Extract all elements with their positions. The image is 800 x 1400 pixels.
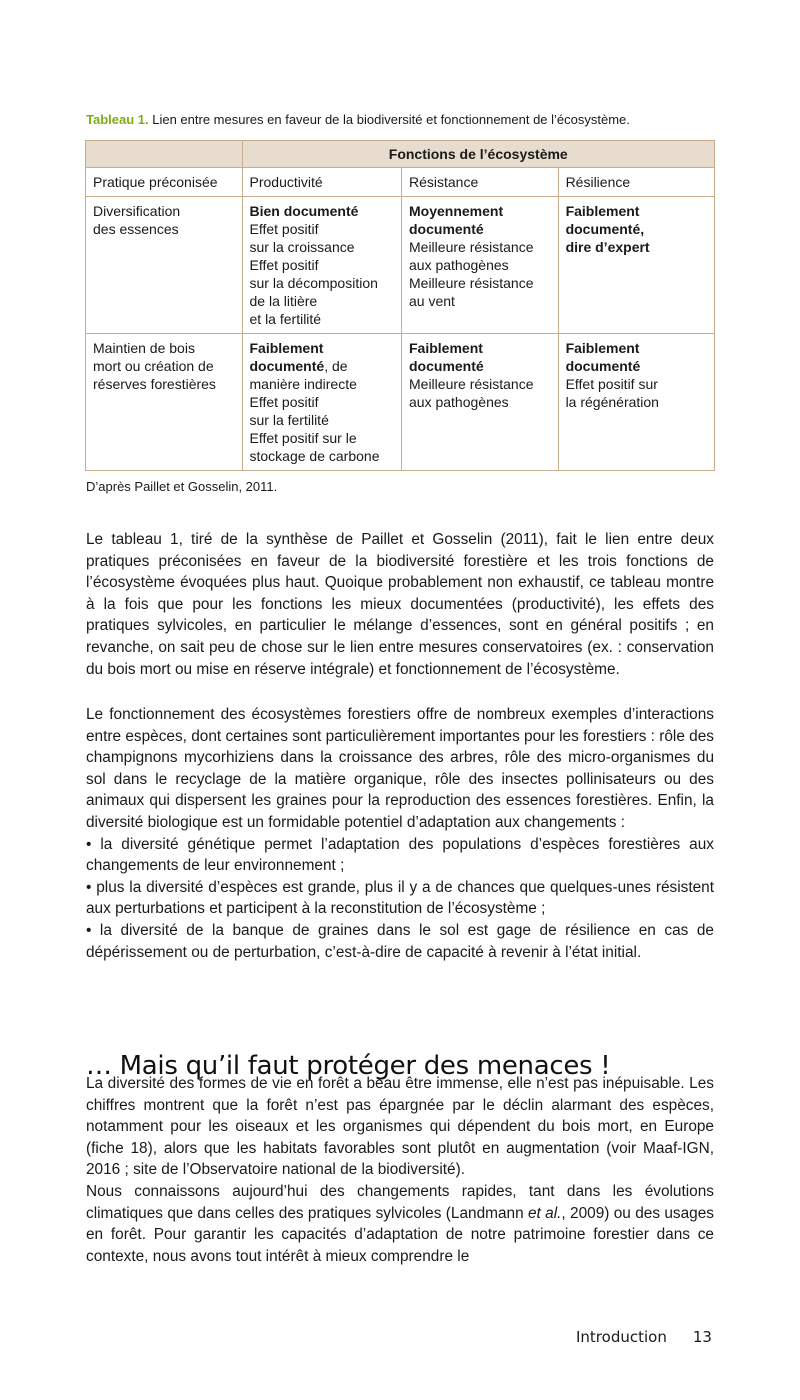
paragraph-text: Le fonctionnement des écosystèmes forestiers offre de nombreux exemples d’interactions entre espèces, dont certaines sont particulièrement importantes pour les forestiers : rôle des champignons mycorhiziens dans la croissance des arbres, rôle des micro-organismes du sol dans le recyclage de la matière organique, rôle des insectes pollinisateurs ou des animaux qui dispersent les graines pour la reproduction des essences forestières. Enfin, la diversité biologique est un formidable potentiel d’adaptation aux changements :	[86, 706, 714, 831]
paragraph-2	[86, 704, 714, 963]
biodiversity-table	[85, 140, 715, 471]
table-group-header-row	[86, 141, 715, 168]
cell-resilience	[558, 197, 714, 334]
cell-rating: documenté	[409, 221, 484, 237]
cell-text: aux pathogènes	[409, 394, 509, 410]
page-number: 13	[692, 1328, 712, 1346]
cell-rating-suffix: , de	[324, 358, 348, 374]
column-header-resilience: Résilience	[558, 168, 714, 197]
cell-text: Effet positif	[249, 257, 319, 273]
table-column-header-row	[86, 168, 715, 197]
table-row	[86, 334, 715, 471]
cell-rating: Bien documenté	[249, 203, 359, 219]
cell-practice	[86, 334, 243, 471]
cell-text: Meilleure résistance	[409, 376, 534, 392]
bullet-item: • la diversité de la banque de graines dans le sol est gage de résilience en cas de dépérissement ou de perturbation, c’est-à-dire de capacité à revenir à l’état initial.	[86, 921, 714, 961]
cell-text: sur la décomposition	[249, 275, 378, 291]
cell-rating: Moyennement	[409, 203, 504, 219]
cell-text: de la litière	[249, 293, 318, 309]
cell-rating: dire d’expert	[565, 239, 650, 255]
cell-productivite	[242, 197, 402, 334]
cell-rating: documenté	[565, 358, 641, 374]
bullet-item: • la diversité génétique permet l’adaptation des populations d’espèces forestières aux changements de leur environnement ;	[86, 835, 714, 875]
cell-text: Maintien de bois	[93, 340, 195, 356]
table-caption-label: Tableau 1.	[86, 112, 149, 127]
cell-text: sur la fertilité	[249, 412, 329, 428]
paragraph-text-part: Nous connaissons aujourd’hui des changements rapides, tant dans les évolutions climatiques que dans celles des pratiques sylvicoles (Landmann	[86, 1183, 714, 1222]
cell-resistance	[402, 197, 559, 334]
cell-rating: documenté	[409, 358, 484, 374]
cell-text: Diversification	[93, 203, 181, 219]
cell-text: et la fertilité	[249, 311, 322, 327]
cell-text: réserves forestières	[93, 376, 216, 392]
cell-text: sur la croissance	[249, 239, 355, 255]
table-row	[86, 197, 715, 334]
cell-text: au vent	[409, 293, 455, 309]
cell-text: Meilleure résistance	[409, 275, 534, 291]
paragraph-text: Le tableau 1, tiré de la synthèse de Paillet et Gosselin (2011), fait le lien entre deux pratiques préconisées en faveur de la biodiversité forestière et les trois fonctions de l’écosystème évoquées plus haut. Quoique probablement non exhaustif, ce tableau montre à la fois que pour les fonctions les mieux documentées (productivité), les effets des pratiques sylvicoles, en particulier le mélange d’essences, sont en général positifs ; en revanche, on sait peu de chose sur le lien entre mesures conservatoires (ex. : conservation du bois mort ou mise en réserve intégrale) et fonctionnement de l’écosystème.	[86, 531, 714, 678]
cell-rating: Faiblement	[249, 340, 324, 356]
cell-text: Effet positif	[249, 394, 319, 410]
cell-rating: Faiblement	[565, 203, 640, 219]
cell-rating: documenté, de	[249, 358, 348, 374]
cell-resistance	[402, 334, 559, 471]
section-heading: … Mais qu’il faut protéger des menaces !	[86, 1050, 611, 1081]
table-source: D’après Paillet et Gosselin, 2011.	[86, 479, 278, 494]
table-header-empty	[86, 141, 243, 168]
table-group-header: Fonctions de l’écosystème	[242, 141, 715, 168]
paragraph-1	[86, 529, 714, 680]
paragraph-text-part: , 2009) ou des usages en forêt. Pour garantir les capacités d’adaptation de notre patrimoine forestier dans ce contexte, nous avons tout intérêt à mieux comprendre le	[86, 1204, 714, 1265]
cell-rating: Faiblement	[565, 340, 640, 356]
column-header-practice: Pratique préconisée	[86, 168, 243, 197]
cell-text: aux pathogènes	[409, 257, 509, 273]
column-header-productivite: Productivité	[242, 168, 402, 197]
page-footer	[576, 1327, 712, 1347]
cell-text: Effet positif	[249, 221, 319, 237]
cell-resilience	[558, 334, 714, 471]
paragraph-text: La diversité des formes de vie en forêt a beau être immense, elle n’est pas inépuisable. Les chiffres montrent que la forêt n’est pas épargnée par le déclin alarmant des espèces, notamment pour les oiseaux et les organismes qui dépendent du bois mort, en Europe (fiche 18), alors que les habitats favorables sont plutôt en augmentation (voir Maaf-IGN, 2016 ; site de l’Observatoire national de la biodiversité).	[86, 1075, 714, 1179]
paragraph-3	[86, 1073, 714, 1181]
bullet-item: • plus la diversité d’espèces est grande, plus il y a de chances que quelques-unes résistent aux perturbations et participent à la reconstitution de l’écosystème ;	[86, 878, 714, 918]
paragraph-4	[86, 1181, 714, 1267]
table-caption	[86, 111, 726, 129]
cell-text: Effet positif sur le	[249, 430, 357, 446]
cell-text: mort ou création de	[93, 358, 214, 374]
cell-productivite	[242, 334, 402, 471]
cell-rating: Faiblement	[409, 340, 483, 356]
cell-text: Effet positif sur	[565, 376, 658, 392]
table-caption-text: Lien entre mesures en faveur de la biodiversité et fonctionnement de l’écosystème.	[148, 112, 630, 127]
cell-text: manière indirecte	[249, 376, 357, 392]
footer-section: Introduction	[576, 1328, 667, 1346]
cell-text: stockage de carbone	[249, 448, 380, 464]
cell-rating: documenté,	[565, 221, 645, 237]
citation-italic: et al.	[527, 1204, 562, 1222]
cell-text: la régénération	[565, 394, 659, 410]
column-header-resistance: Résistance	[402, 168, 559, 197]
cell-text: des essences	[93, 221, 179, 237]
cell-text: Meilleure résistance	[409, 239, 534, 255]
cell-practice	[86, 197, 243, 334]
paragraph-text	[86, 1181, 714, 1267]
